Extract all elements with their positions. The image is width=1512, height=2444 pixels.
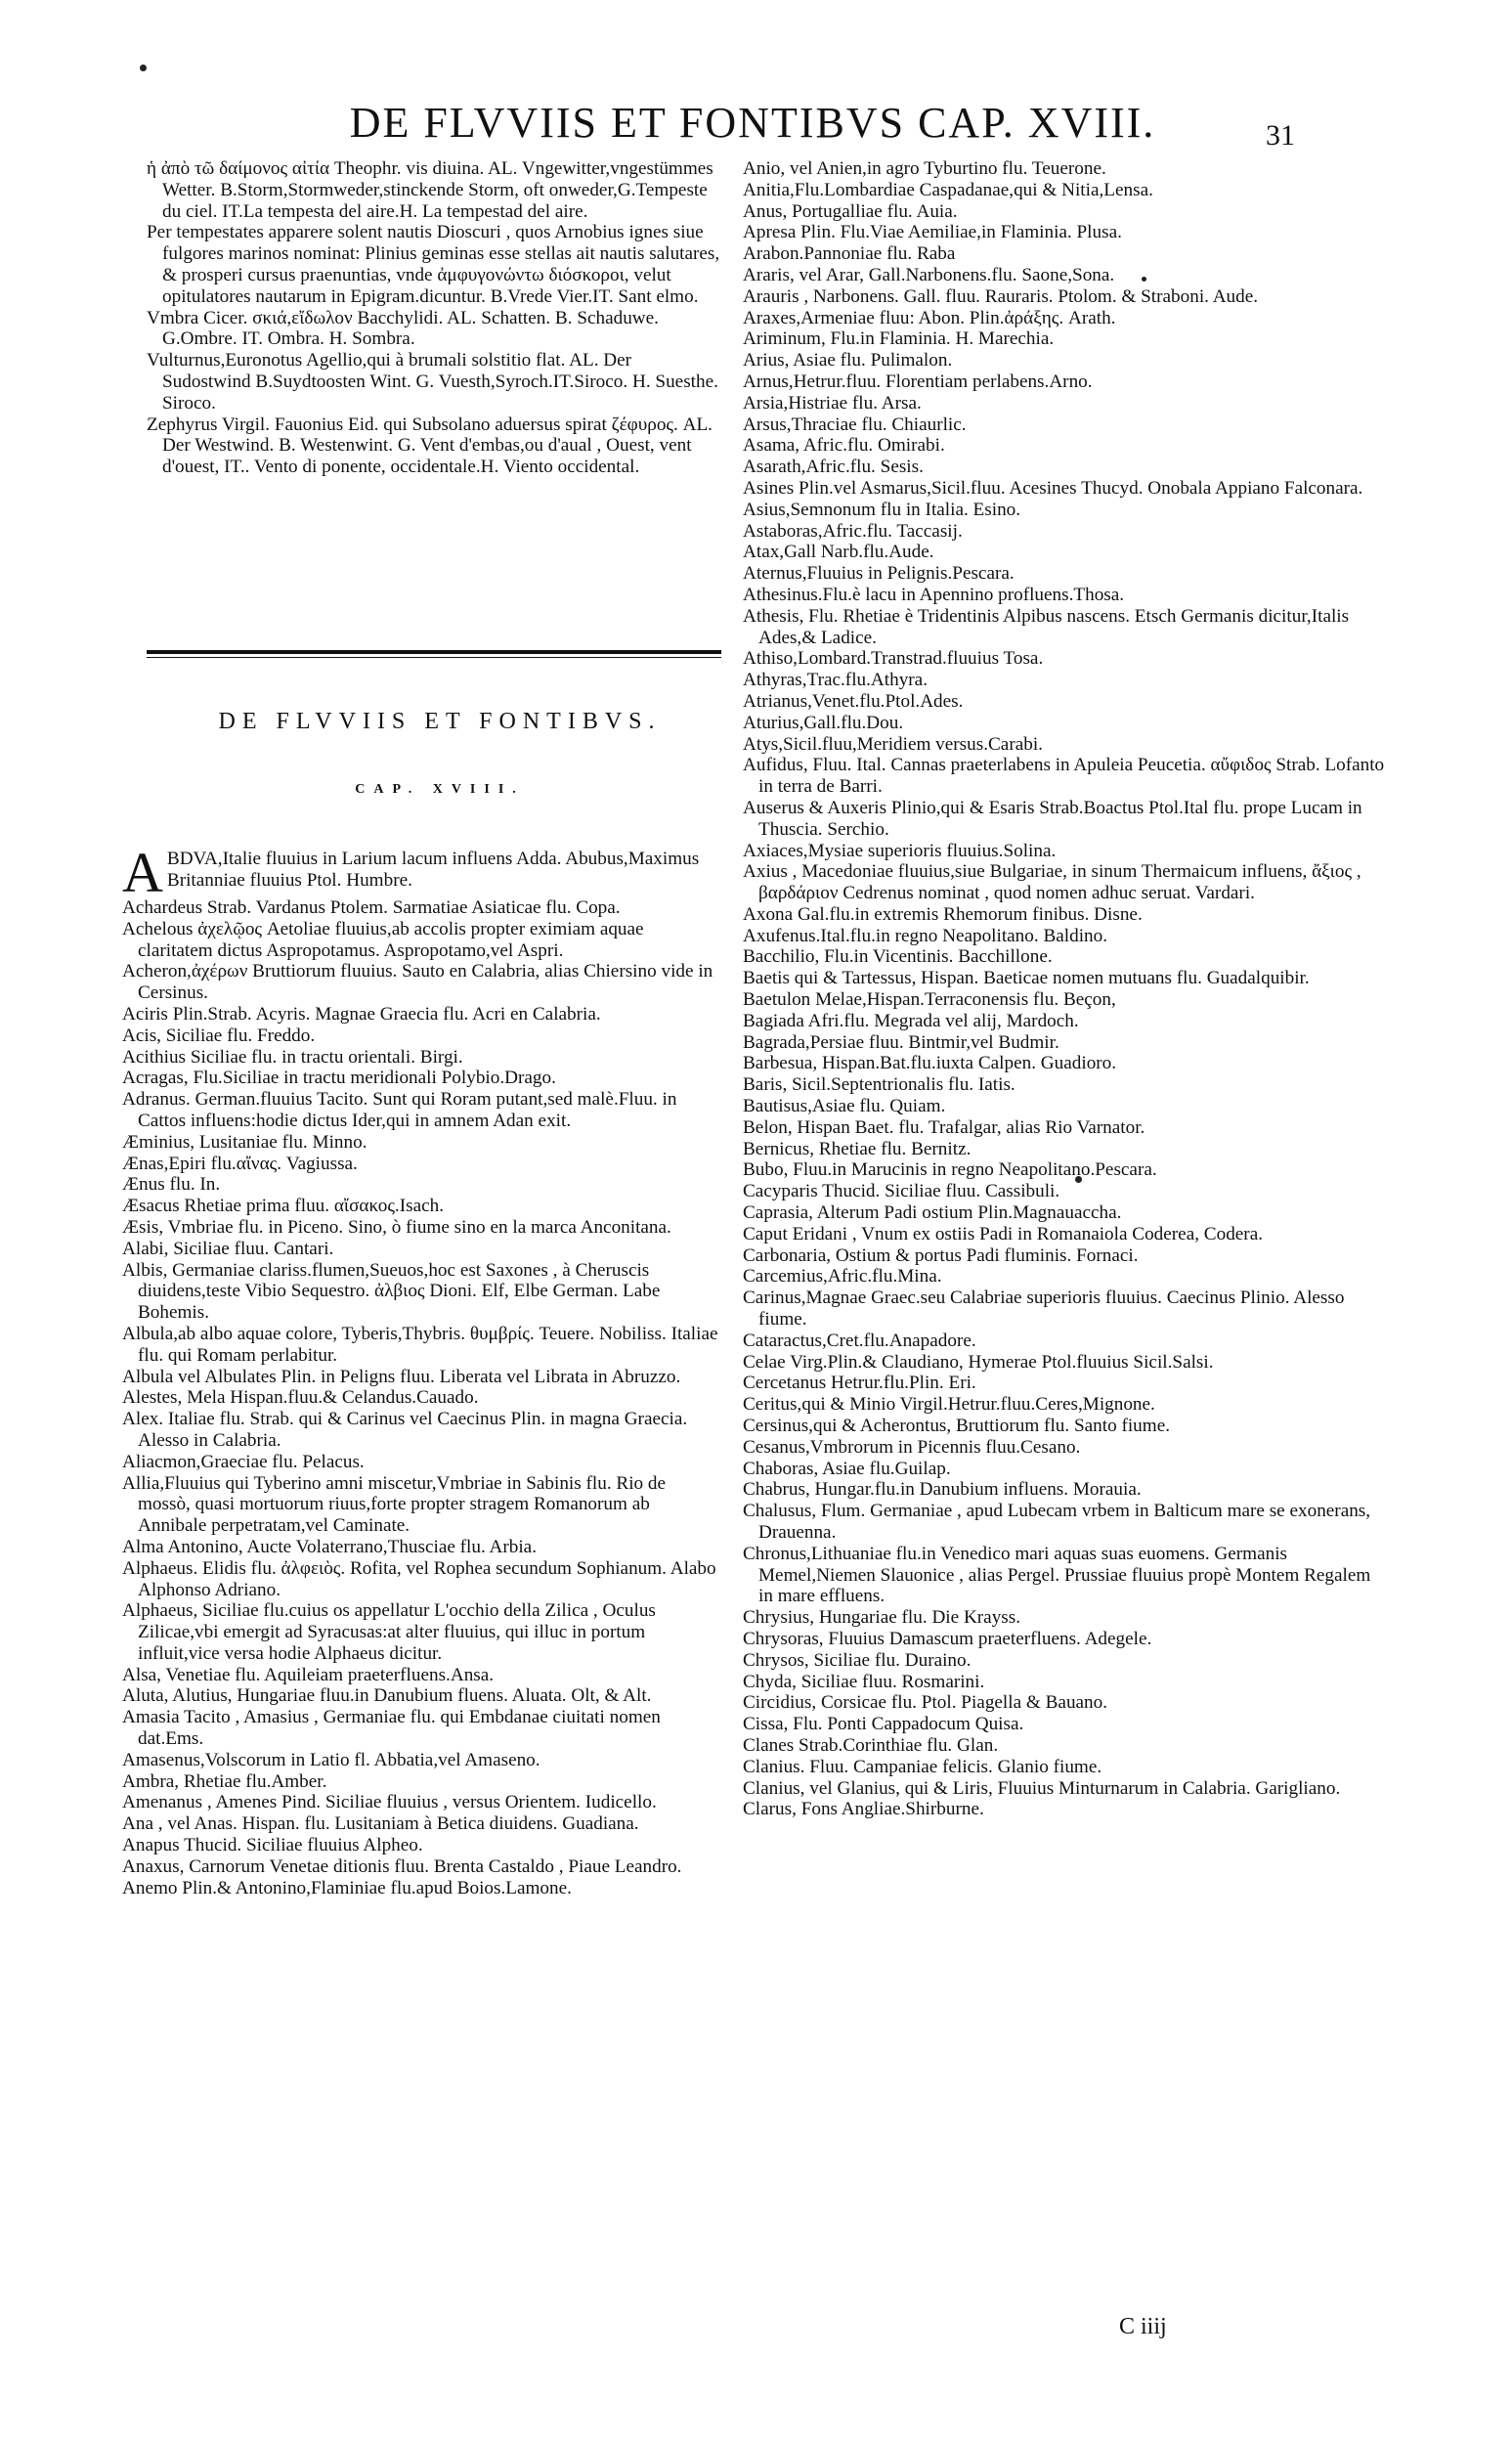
entry: Amenanus , Amenes Pind. Siciliae fluuius , versus Orientem. Iudicello. — [122, 1792, 657, 1813]
left-column-top — [147, 158, 721, 478]
entry: Chalusus, Flum. Germaniae , apud Lubecam vrbem in Balticum mare se exonerans, Drauenna. — [743, 1501, 1371, 1543]
entry: Arius, Asiae flu. Pulimalon. — [743, 350, 953, 371]
entry: Chabrus, Hungar.flu.in Danubium influens. Morauia. — [743, 1479, 1142, 1501]
entry: Ana , vel Anas. Hispan. flu. Lusitaniam à Betica diuidens. Guadiana. — [122, 1813, 639, 1835]
entry: Baris, Sicil.Septentrionalis flu. Iatis. — [743, 1074, 1015, 1096]
entry: Ceritus,qui & Minio Virgil.Hetrur.fluu.Ceres,Mignone. — [743, 1394, 1155, 1416]
entry: Carcemius,Afric.flu.Mina. — [743, 1266, 942, 1287]
rule-thin — [147, 657, 721, 658]
entry: Athesis, Flu. Rhetiae è Tridentinis Alpibus nascens. Etsch Germanis dicitur,Italis Ades,& Ladice. — [743, 605, 1350, 648]
entry: Arauris , Narbonens. Gall. fluu. Rauraris. Ptolom. & Straboni. Aude. — [743, 285, 1259, 307]
entry: Cissa, Flu. Ponti Cappadocum Quisa. — [743, 1714, 1024, 1735]
ink-speck — [140, 65, 147, 71]
entry: Alestes, Mela Hispan.fluu.& Celandus.Cauado. — [122, 1387, 479, 1409]
running-title: DE FLVVIIS ET FONTIBVS CAP. XVIII. — [349, 99, 1156, 147]
first-entry — [122, 841, 721, 904]
entry: Aturius,Gall.flu.Dou. — [743, 712, 904, 733]
entry: Axona Gal.flu.in extremis Rhemorum finibus. Disne. — [743, 903, 1143, 925]
entry: Acis, Siciliae flu. Freddo. — [122, 1025, 316, 1046]
entry: Arsia,Histriae flu. Arsa. — [743, 392, 922, 414]
right-entry-list — [743, 158, 1388, 1820]
entry: Baetulon Melae,Hispan.Terraconensis flu. Beçon, — [743, 989, 1116, 1011]
entry: Chrysoras, Fluuius Damascum praeterfluens. Adegele. — [743, 1628, 1152, 1649]
entry: Cercetanus Hetrur.flu.Plin. Eri. — [743, 1373, 976, 1394]
entry: Bagrada,Persiae fluu. Bintmir,vel Budmir. — [743, 1031, 1059, 1053]
entry: Vmbra Cicer. σκιά,εἴδωλον Bacchylidi. AL. Schatten. B. Schaduwe. G.Ombre. IT. Ombra. H. Sombra. — [147, 307, 659, 350]
signature-mark: C iiij — [1119, 2314, 1167, 2339]
entry: Alex. Italiae flu. Strab. qui & Carinus vel Caecinus Plin. in magna Graecia. Alesso in Calabria. — [122, 1409, 688, 1451]
entry: Carinus,Magnae Graec.seu Calabriae superioris fluuius. Caecinus Plinio. Alesso fiume. — [743, 1287, 1345, 1331]
left-entry-list — [122, 897, 721, 1898]
entry: Aluta, Alutius, Hungariae fluu.in Danubium fluens. Aluata. Olt, & Alt. — [122, 1685, 652, 1707]
entry: Anemo Plin.& Antonino,Flaminiae flu.apud Boios.Lamone. — [122, 1877, 572, 1898]
entry: Apresa Plin. Flu.Viae Aemiliae,in Flaminia. Plusa. — [743, 222, 1122, 243]
entry: Chrysius, Hungariae flu. Die Krayss. — [743, 1607, 1021, 1629]
entry: Chronus,Lithuaniae flu.in Venedico mari aquas suas euomens. Germanis Memel,Niemen Slauonice , alias Pergel. Prussiae fluuius propè Montem Regalem in mare effluens. — [743, 1543, 1371, 1607]
entry: Arabon.Pannoniae flu. Raba — [743, 243, 956, 265]
entry: Clarus, Fons Angliae.Shirburne. — [743, 1799, 984, 1820]
entry: Ænas,Epiri flu.αἴνας. Vagiussa. — [122, 1153, 358, 1174]
right-column — [743, 158, 1388, 1820]
entry: Araris, vel Arar, Gall.Narbonens.flu. Saone,Sona. — [743, 264, 1115, 285]
entry: Acithius Siciliae flu. in tractu orientali. Birgi. — [122, 1046, 463, 1068]
entry: Bubo, Fluu.in Marucinis in regno Neapolitano.Pescara. — [743, 1159, 1157, 1181]
entry: Cacyparis Thucid. Siciliae fluu. Cassibuli. — [743, 1181, 1060, 1202]
chapter-label: CAP. XVIII. — [355, 782, 525, 797]
entry: Barbesua, Hispan.Bat.flu.iuxta Calpen. Guadioro. — [743, 1053, 1117, 1074]
entry: Astaboras,Afric.flu. Taccasij. — [743, 520, 963, 542]
entry: Asarath,Afric.flu. Sesis. — [743, 457, 924, 478]
entry: Athyras,Trac.flu.Athyra. — [743, 670, 928, 691]
entry: Aciris Plin.Strab. Acyris. Magnae Graecia flu. Acri en Calabria. — [122, 1003, 601, 1025]
entry: Athesinus.Flu.è lacu in Apennino profluens.Thosa. — [743, 584, 1125, 605]
entry: Celae Virg.Plin.& Claudiano, Hymerae Ptol.fluuius Sicil.Salsi. — [743, 1351, 1214, 1373]
entry: Vulturnus,Euronotus Agellio,qui à brumali solstitio flat. AL. Der Sudostwind B.Suydtoosten Wint. G. Vuesth,Syroch.IT.Siroco. H. Suesthe. Siroco. — [147, 350, 718, 414]
entry: Aliacmon,Graeciae flu. Pelacus. — [122, 1451, 365, 1472]
rule-thick — [147, 650, 721, 654]
entry: Bacchilio, Flu.in Vicentinis. Bacchillone. — [743, 946, 1053, 968]
entry: Cataractus,Cret.flu.Anapadore. — [743, 1330, 976, 1351]
entry: Amasenus,Volscorum in Latio fl. Abbatia,vel Amaseno. — [122, 1749, 540, 1770]
entry: ἡ ἀπὸ τῶ δαίμονος αἰτία Theophr. vis diuina. AL. Vngewitter,vngestümmes Wetter. B.Storm,Stormweder,stinckende Storm, oft onweder,G.Tempeste du ciel. IT.La tempesta del aire.H. La tempestad del aire. — [147, 158, 713, 222]
entry: Albis, Germaniae clariss.flumen,Sueuos,hoc est Saxones , à Cheruscis diuidens,teste Vibio Sequestro. ἀλβιος Dioni. Elf, Elbe German. Labe Bohemis. — [122, 1259, 661, 1324]
entry: Clanes Strab.Corinthiae flu. Glan. — [743, 1734, 999, 1756]
entry: Achelous ἀχελῷος Aetoliae fluuius,ab accolis propter eximiam aquae claritatem dictus Aspropotamus. Aspropotamo,vel Aspri. — [122, 918, 644, 961]
entry: Aternus,Fluuius in Pelignis.Pescara. — [743, 563, 1015, 585]
entry: Asius,Semnonum flu in Italia. Esino. — [743, 499, 1021, 520]
entry: Acheron,ἀχέρων Bruttiorum fluuius. Sauto en Calabria, alias Chiersino vide in Cersinus. — [122, 961, 713, 1004]
entry: Arnus,Hetrur.fluu. Florentiam perlabens.Arno. — [743, 371, 1093, 392]
entry: Chyda, Siciliae fluu. Rosmarini. — [743, 1671, 985, 1692]
entry: Allia,Fluuius qui Tyberino amni miscetur,Vmbriae in Sabinis flu. Rio de mossò, quasi mortuorum riuus,forte propter stragem Romanorum ab Annibale perpetratam,vel Caminate. — [122, 1472, 667, 1537]
entry: Æsis, Vmbriae flu. in Piceno. Sino, ò fiume sino en la marca Anconitana. — [122, 1216, 671, 1238]
entry: Axius , Macedoniae fluuius,siue Bulgariae, in sinum Thermaicum influens, ἄξιος , βαρδάριον Cedrenus nominat , quod nomen adhuc seruat. Vardari. — [743, 861, 1361, 904]
entry: Clanius. Fluu. Campaniae felicis. Glanio fiume. — [743, 1756, 1102, 1777]
entry: Anapus Thucid. Siciliae fluuius Alpheo. — [122, 1835, 423, 1856]
entry: Albula vel Albulates Plin. in Peligns fluu. Liberata vel Librata in Abruzzo. — [122, 1366, 681, 1387]
entry: Arsus,Thraciae flu. Chiaurlic. — [743, 414, 967, 435]
entry: Amasia Tacito , Amasius , Germaniae flu. qui Embdanae ciuitati nomen dat.Ems. — [122, 1707, 661, 1750]
entry: Axiaces,Mysiae superioris fluuius.Solina. — [743, 840, 1057, 861]
entry: Anitia,Flu.Lombardiae Caspadanae,qui & Nitia,Lensa. — [743, 179, 1153, 200]
entry: Per tempestates apparere solent nautis Dioscuri , quos Arnobius ignes siue fulgores marinos nominat: Plinius geminas esse stellas ait nautis salutares, & prosperi cursus praenuntias, vnde ἀμφυγονώντω διόσκοροι, velut opitulatores nautarum in Epigram.dicuntur. B.Vrede Vier.IT. Sant elmo. — [147, 222, 720, 307]
entry: Adranus. German.fluuius Tacito. Sunt qui Roram putant,sed malè.Fluu. in Cattos influens:hodie dictus Ider,qui in amnem Adan exit. — [122, 1089, 677, 1131]
entry: Anus, Portugalliae flu. Auia. — [743, 200, 958, 222]
entry: Carbonaria, Ostium & portus Padi fluminis. Fornaci. — [743, 1244, 1139, 1266]
entry: Ænus flu. In. — [122, 1174, 221, 1196]
entry: Caprasia, Alterum Padi ostium Plin.Magnauaccha. — [743, 1202, 1122, 1224]
entry: Auserus & Auxeris Plinio,qui & Esaris Strab.Boactus Ptol.Ital flu. prope Lucam in Thuscia. Serchio. — [743, 797, 1362, 840]
entry: Alphaeus. Elidis flu. ἀλφειὸς. Rofita, vel Rophea secundum Sophianum. Alabo Alphonso Adriano. — [122, 1557, 716, 1600]
entry: Æsacus Rhetiae prima fluu. αἴσακος.Isach. — [122, 1196, 444, 1217]
drop-cap: A — [122, 841, 163, 904]
entry: Atrianus,Venet.flu.Ptol.Ades. — [743, 690, 964, 712]
entry: Chrysos, Siciliae flu. Duraino. — [743, 1649, 972, 1671]
entry: Acragas, Flu.Siciliae in tractu meridionali Polybio.Drago. — [122, 1068, 556, 1089]
entry: Axufenus.Ital.flu.in regno Neapolitano. Baldino. — [743, 925, 1108, 946]
entry: Araxes,Armeniae fluu: Abon. Plin.ἀράξης. Arath. — [743, 307, 1116, 328]
entry: Ariminum, Flu.in Flaminia. H. Marechia. — [743, 328, 1055, 350]
entry: Bagiada Afri.flu. Megrada vel alij, Mardoch. — [743, 1010, 1079, 1031]
entry: Achardeus Strab. Vardanus Ptolem. Sarmatiae Asiaticae flu. Copa. — [122, 897, 621, 918]
entry: Albula,ab albo aquae colore, Tyberis,Thybris. θυμβρίς. Teuere. Nobiliss. Italiae flu. qui Romam perlabitur. — [122, 1323, 718, 1366]
section-rule — [147, 650, 721, 658]
entry: Clanius, vel Glanius, qui & Liris, Fluuius Minturnarum in Calabria. Garigliano. — [743, 1777, 1341, 1799]
entry: Atys,Sicil.fluu,Meridiem versus.Carabi. — [743, 733, 1043, 755]
entry: Cesanus,Vmbrorum in Picennis fluu.Cesano. — [743, 1436, 1081, 1458]
entry: Alma Antonino, Aucte Volaterrano,Thusciae flu. Arbia. — [122, 1536, 537, 1557]
section-title: DE FLVVIIS ET FONTIBVS. — [218, 709, 662, 734]
entry: Ambra, Rhetiae flu.Amber. — [122, 1770, 327, 1792]
entry: Cersinus,qui & Acherontus, Bruttiorum flu. Santo fiume. — [743, 1416, 1171, 1437]
left-column-entries — [122, 841, 721, 1898]
entry: Athiso,Lombard.Transtrad.fluuius Tosa. — [743, 648, 1044, 670]
page-number: 31 — [1266, 119, 1295, 152]
entry: Atax,Gall Narb.flu.Aude. — [743, 542, 934, 563]
entry: Baetis qui & Tartessus, Hispan. Baeticae nomen mutuans flu. Guadalquibir. — [743, 968, 1310, 989]
entry: Bernicus, Rhetiae flu. Bernitz. — [743, 1138, 972, 1159]
entry: Anaxus, Carnorum Venetae ditionis fluu. Brenta Castaldo , Piaue Leandro. — [122, 1855, 682, 1877]
entry: Asines Plin.vel Asmarus,Sicil.fluu. Acesines Thucyd. Onobala Appiano Falconara. — [743, 477, 1363, 499]
entry: Chaboras, Asiae flu.Guilap. — [743, 1458, 951, 1479]
first-entry-text: BDVA,Italie fluuius in Larium lacum influens Adda. Abubus,Maximus Britanniae fluuius Ptol. Humbre. — [166, 849, 700, 891]
entry: Aufidus, Fluu. Ital. Cannas praeterlabens in Apuleia Peucetia. αὔφιδος Strab. Lofanto in terra de Barri. — [743, 755, 1385, 798]
entry: Alabi, Siciliae fluu. Cantari. — [122, 1238, 334, 1259]
entry: Belon, Hispan Baet. flu. Trafalgar, alias Rio Varnator. — [743, 1116, 1145, 1138]
entry: Zephyrus Virgil. Fauonius Eid. qui Subsolano aduersus spirat ζέφυρος. AL. Der Westwind. B. Westenwint. G. Vent d'embas,ou d'aual , Ouest, vent d'ouest, IT.. Vento di ponente, occidentale.H. Viento occidental. — [147, 414, 713, 478]
entry: Asama, Afric.flu. Omirabi. — [743, 435, 945, 457]
entry: Circidius, Corsicae flu. Ptol. Piagella & Bauano. — [743, 1692, 1108, 1714]
entry: Alsa, Venetiae flu. Aquileiam praeterfluens.Ansa. — [122, 1664, 495, 1685]
entry: Bautisus,Asiae flu. Quiam. — [743, 1096, 946, 1117]
entry: Caput Eridani , Vnum ex ostiis Padi in Romanaiola Coderea, Codera. — [743, 1223, 1264, 1244]
entry: Anio, vel Anien,in agro Tyburtino flu. Teuerone. — [743, 158, 1106, 179]
entry: Alphaeus, Siciliae flu.cuius os appellatur L'occhio della Zilica , Oculus Zilicae,vbi emergit ad Syracusas:at alter fluuius, qui illuc in portum influit,vice versa hodie Alphaeus dicitur. — [122, 1600, 656, 1664]
entry: Æminius, Lusitaniae flu. Minno. — [122, 1131, 367, 1153]
